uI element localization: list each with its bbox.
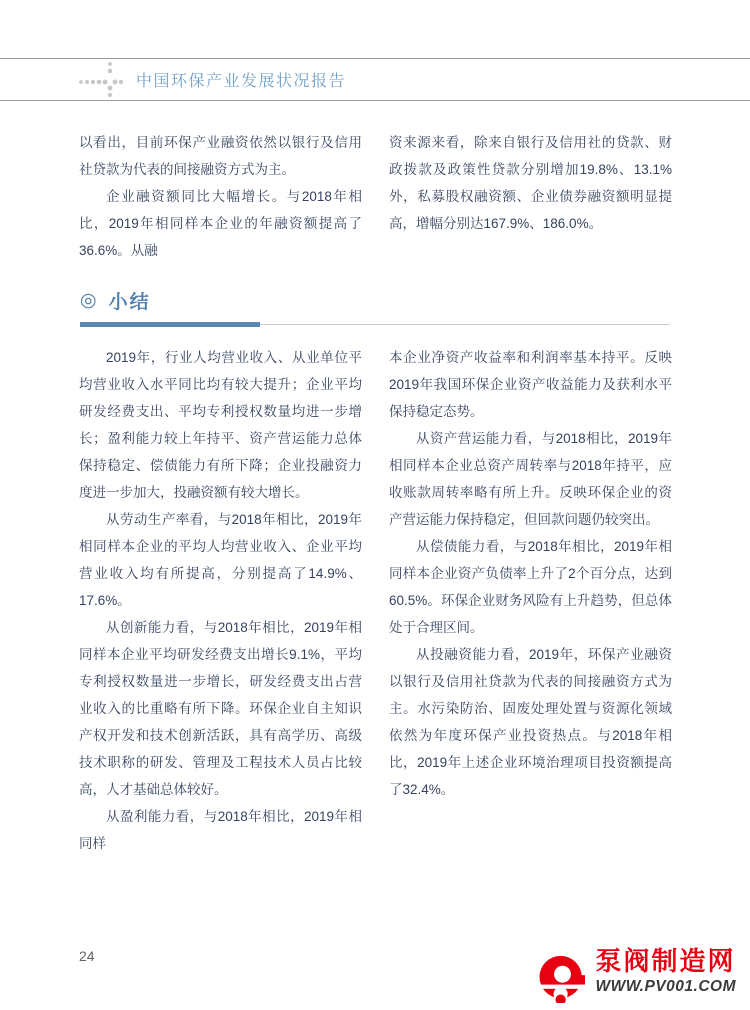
paragraph: 从偿债能力看，与2018年相比，2019年相同样本企业资产负债率上升了2个百分点，达到60.5%。环保企业财务风险有上升趋势，但总体处于合理区间。	[389, 539, 672, 635]
paragraph: 从劳动生产率看，与2018年相比，2019年相同样本企业的平均人均营业收入、企业平均营业收入均有所提高，分别提高了14.9%、17.6%。	[79, 512, 362, 608]
paragraph: 以看出，目前环保产业融资依然以银行及信用社贷款为代表的间接融资方式为主。	[79, 135, 362, 177]
summary-right-column	[389, 344, 672, 803]
brand-text-block	[595, 946, 736, 996]
paragraph: 2019年，行业人均营业收入、从业单位平均营业收入水平同比均有较大提升；企业平均研发经费支出、平均专利授权数量均进一步增长；盈利能力较上年持平、资产营运能力总体保持稳定、偿债能力有所下降；企业投融资力度进一步加大，投融资额有较大增长。	[79, 350, 362, 500]
watermark-brand	[539, 946, 736, 1003]
section-divider	[80, 322, 670, 328]
section-title: 小结	[108, 292, 151, 313]
double-circle-bullet-icon: ◎	[80, 290, 97, 311]
dots-cross-logo-icon	[78, 61, 126, 99]
report-title: 中国环保产业发展状况报告	[136, 73, 347, 90]
intro-right-column	[389, 129, 672, 237]
paragraph: 本企业净资产收益率和利润率基本持平。反映2019年我国环保企业资产收益能力及获利水平保持稳定态势。	[389, 350, 672, 419]
paragraph: 从创新能力看，与2018年相比，2019年相同样本企业平均研发经费支出增长9.1%，平均专利授权数量进一步增长，研发经费支出占营业收入的比重略有所下降。环保企业自主知识产权开发和技术创新活跃，具有高学历、高级技术职称的研发、管理及工程技术人员占比较高，人才基础总体较好。	[79, 620, 362, 797]
paragraph: 企业融资额同比大幅增长。与2018年相比，2019年相同样本企业的年融资额提高了36.6%。从融	[79, 189, 362, 258]
paragraph: 资来源来看，除来自银行及信用社的贷款、财政拨款及政策性贷款分别增加19.8%、13.1%外，私募股权融资额、企业债券融资额明显提高，增幅分别达167.9%、186.0%。	[389, 135, 672, 231]
pump-valve-logo-icon	[539, 953, 586, 1003]
section-heading	[80, 287, 151, 314]
divider-accent-bar	[80, 322, 260, 327]
page-header	[0, 58, 750, 101]
summary-left-column	[79, 344, 362, 857]
intro-left-column	[79, 129, 362, 264]
paragraph: 从盈利能力看，与2018年相比，2019年相同样	[79, 809, 362, 851]
brand-website: WWW.PV001.COM	[595, 978, 736, 995]
paragraph: 从投融资能力看，2019年，环保产业融资以银行及信用社贷款为代表的间接融资方式为主。水污染防治、固废处理处置与资源化领域依然为年度环保产业投资热点。与2018年相比，2019年上述企业环境治理项目投资额提高了32.4%。	[389, 647, 672, 797]
paragraph: 从资产营运能力看，与2018相比，2019年相同样本企业总资产周转率与2018年持平，应收账款周转率略有所上升。反映环保企业的资产营运能力保持稳定，但回款问题仍较突出。	[389, 431, 672, 527]
brand-name: 泵阀制造网	[595, 946, 736, 976]
page-number: 24	[79, 948, 95, 964]
